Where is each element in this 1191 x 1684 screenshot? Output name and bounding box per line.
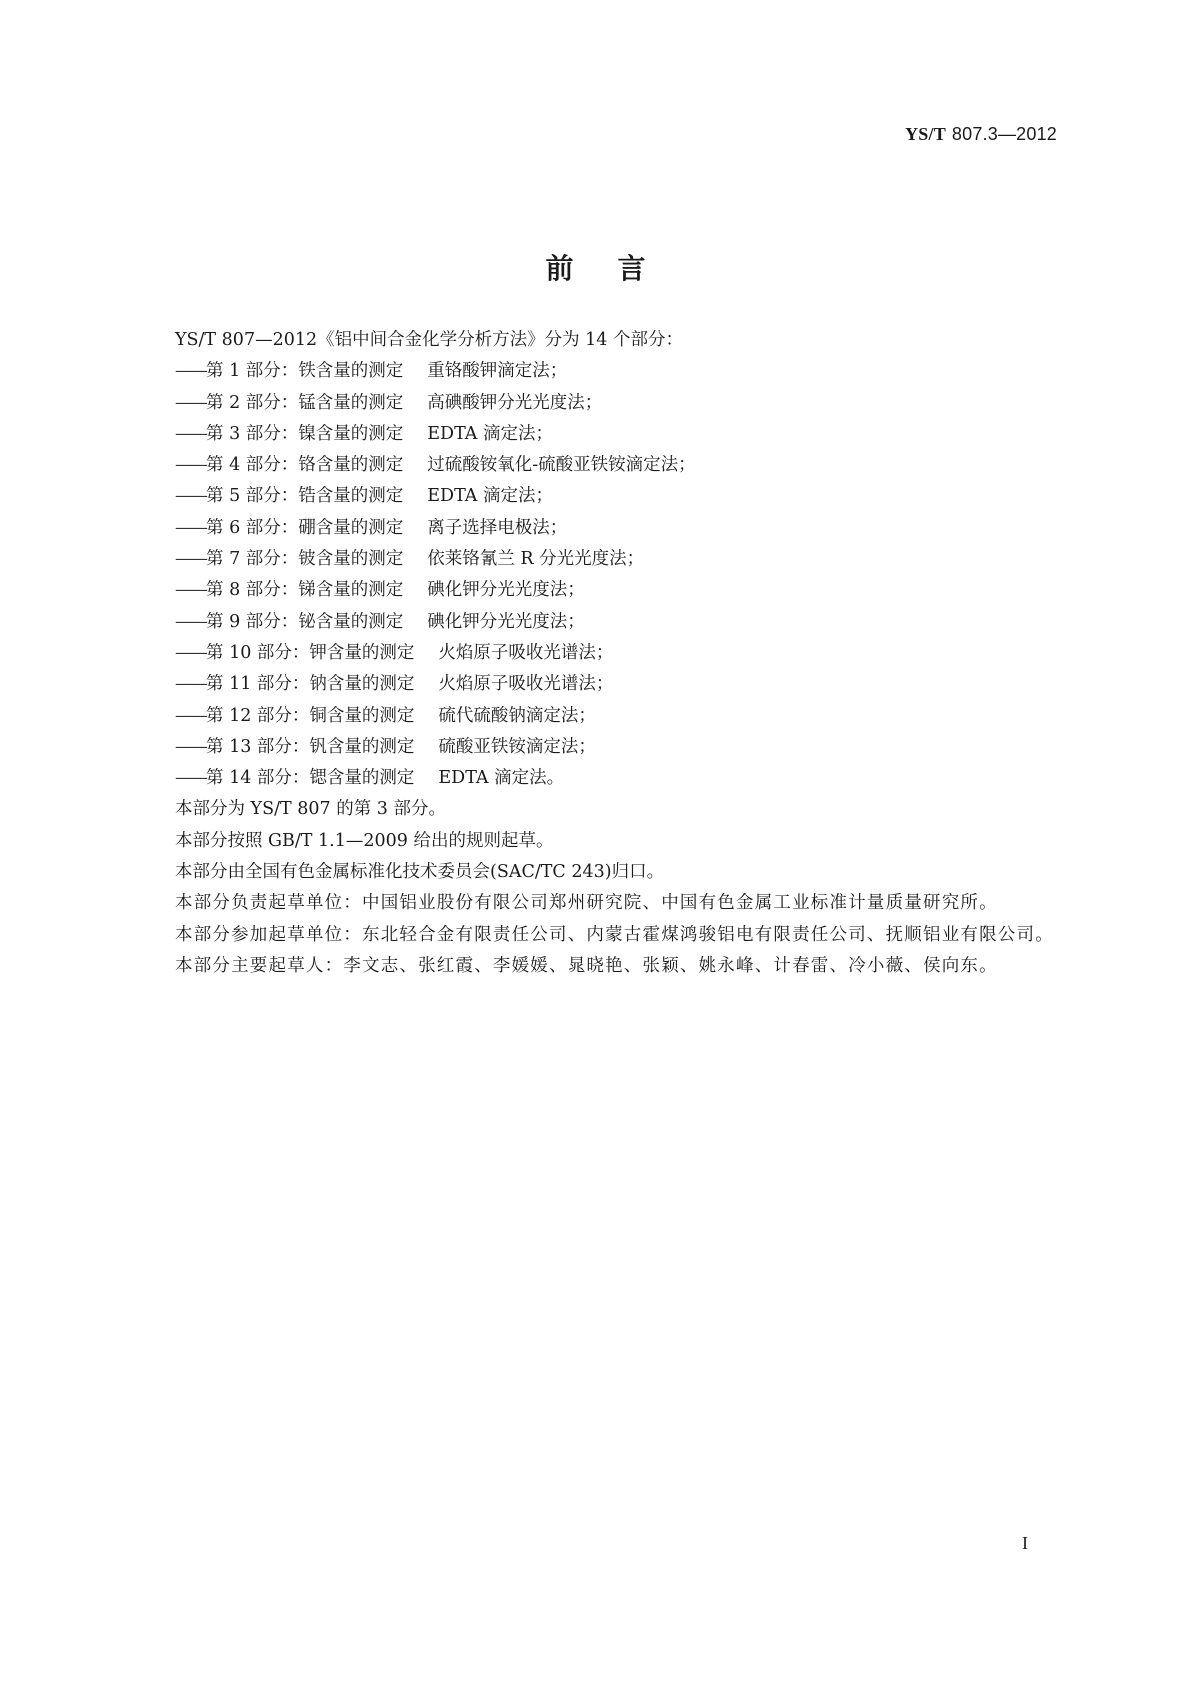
- part-method: 过硫酸铵氧化-硫酸亚铁铵滴定法；: [427, 455, 696, 476]
- list-item: [133, 356, 1068, 387]
- main-drafters-statement: 本部分主要起草人：李文志、张红霞、李媛媛、晁晓艳、张颖、姚永峰、计春雷、冷小薇、侯向东。: [175, 955, 998, 976]
- part-method: 火焰原子吸收光谱法；: [438, 642, 614, 663]
- page-number: I: [1022, 1533, 1028, 1553]
- part-method: EDTA 滴定法；: [427, 486, 553, 507]
- part-method: 碘化钾分光光度法；: [427, 611, 585, 632]
- standard-number: 807.3—2012: [951, 124, 1057, 144]
- list-item: [133, 544, 1068, 575]
- dash: ——: [175, 361, 206, 382]
- intro-line: YS/T 807—2012《铝中间合金化学分析方法》分为 14 个部分：: [175, 330, 684, 350]
- list-item: [133, 388, 1068, 419]
- part-label: 第 13 部分：钒含量的测定: [206, 736, 415, 757]
- part-label: 第 8 部分：锑含量的测定: [206, 580, 404, 601]
- part-method: 离子选择电极法；: [427, 517, 568, 538]
- part-label: 第 11 部分：钠含量的测定: [206, 674, 415, 695]
- part-of-statement: 本部分为 YS/T 807 的第 3 部分。: [175, 799, 446, 820]
- dash: ——: [175, 486, 206, 507]
- part-label: 第 14 部分：锶含量的测定: [206, 768, 415, 789]
- part-method: 重铬酸钾滴定法；: [427, 361, 568, 382]
- list-item: [133, 701, 1068, 732]
- part-label: 第 5 部分：锆含量的测定: [206, 486, 404, 507]
- part-method: 依莱铬氰兰 R 分光光度法；: [427, 549, 645, 570]
- parts-list: [133, 356, 1068, 794]
- page-title: 前言: [545, 251, 690, 285]
- part-method: 硫代硫酸钠滴定法；: [438, 705, 596, 726]
- foreword-body: [133, 325, 1068, 982]
- dash: ——: [175, 611, 206, 632]
- standard-prefix: YS/T: [905, 124, 946, 144]
- list-item: [133, 732, 1068, 763]
- dash: ——: [175, 736, 206, 757]
- part-label: 第 4 部分：铬含量的测定: [206, 455, 404, 476]
- standard-code: [905, 124, 1057, 145]
- list-item: [133, 450, 1068, 481]
- part-method: 火焰原子吸收光谱法；: [438, 674, 614, 695]
- centralized-by-statement: 本部分由全国有色金属标准化技术委员会(SAC/TC 243)归口。: [175, 862, 665, 883]
- part-label: 第 3 部分：镍含量的测定: [206, 423, 404, 444]
- responsible-units-statement: 本部分负责起草单位：中国铝业股份有限公司郑州研究院、中国有色金属工业标准计量质量研究所。: [175, 893, 998, 914]
- dash: ——: [175, 705, 206, 726]
- dash: ——: [175, 549, 206, 570]
- part-label: 第 2 部分：锰含量的测定: [206, 392, 404, 413]
- dash: ——: [175, 423, 206, 444]
- dash: ——: [175, 580, 206, 601]
- part-method: EDTA 滴定法。: [438, 768, 565, 789]
- part-label: 第 10 部分：钾含量的测定: [206, 642, 415, 663]
- dash: ——: [175, 392, 206, 413]
- list-item: [133, 607, 1068, 638]
- list-item: [133, 575, 1068, 606]
- part-method: EDTA 滴定法；: [427, 423, 553, 444]
- part-method: 硫酸亚铁铵滴定法；: [438, 736, 596, 757]
- list-item: [133, 481, 1068, 512]
- list-item: [133, 763, 1068, 794]
- part-label: 第 9 部分：铋含量的测定: [206, 611, 404, 632]
- part-method: 高碘酸钾分光光度法；: [427, 392, 603, 413]
- participating-units-statement: 本部分参加起草单位：东北轻合金有限责任公司、内蒙古霍煤鸿骏铝电有限责任公司、抚顺铝业有限公司。: [175, 924, 1054, 945]
- list-item: [133, 513, 1068, 544]
- dash: ——: [175, 455, 206, 476]
- dash: ——: [175, 642, 206, 663]
- dash: ——: [175, 768, 206, 789]
- part-label: 第 1 部分：铁含量的测定: [206, 361, 404, 382]
- part-method: 碘化钾分光光度法；: [427, 580, 585, 601]
- part-label: 第 7 部分：铍含量的测定: [206, 549, 404, 570]
- dash: ——: [175, 674, 206, 695]
- list-item: [133, 638, 1068, 669]
- dash: ——: [175, 517, 206, 538]
- part-label: 第 6 部分：硼含量的测定: [206, 517, 404, 538]
- list-item: [133, 669, 1068, 700]
- part-label: 第 12 部分：铜含量的测定: [206, 705, 415, 726]
- list-item: [133, 419, 1068, 450]
- drafting-rules-statement: 本部分按照 GB/T 1.1—2009 给出的规则起草。: [175, 830, 554, 851]
